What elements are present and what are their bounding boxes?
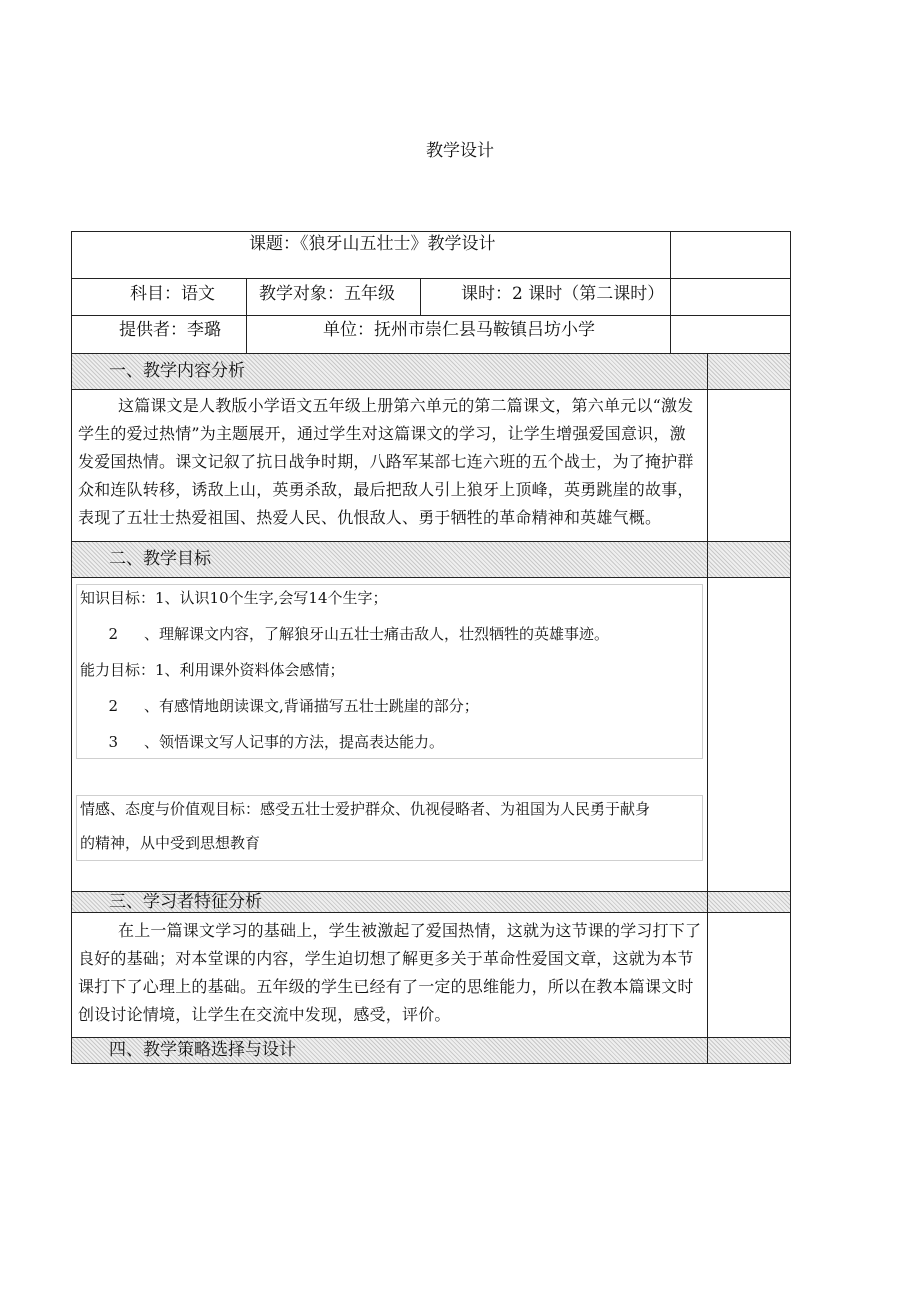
emotion-goal-line-1: 情感、态度与价值观目标：感受五壮士爱护群众、仇视侵略者、为祖国为人民勇于献身 [80, 800, 651, 818]
ability-goal-1: 能力目标：1、利用课外资料体会感情； [80, 661, 345, 679]
goal-text: 、有感情地朗读课文,背诵描写五壮士跳崖的部分； [144, 697, 479, 715]
paragraph-line: 学生的爱过热情”为主题展开，通过学生对这篇课文的学习，让学生增强爱国意识，激 [78, 424, 686, 443]
emotion-goal-line-2: 的精神，从中受到思想教育 [80, 834, 261, 852]
row-divider [71, 577, 790, 578]
header-right-divider [670, 231, 671, 353]
table-border-bottom [71, 1063, 791, 1064]
row-divider [71, 389, 790, 390]
document-title: 教学设计 [426, 141, 494, 161]
row-divider [71, 912, 790, 913]
ability-goal-2 [80, 696, 479, 716]
col-divider [420, 278, 421, 315]
lesson-plan-table [71, 231, 790, 1063]
paragraph-line: 众和连队转移，诱敌上山，英勇杀敌，最后把敌人引上狼牙上顶峰，英勇跳崖的故事， [78, 480, 694, 499]
paragraph-line: 发爱国热情。课文记叙了抗日战争时期，八路军某部七连六班的五个战士，为了掩护群 [78, 452, 694, 471]
row-divider [71, 353, 790, 354]
row-divider [71, 278, 790, 279]
section-heading-learner-analysis: 三、学习者特征分析 [109, 892, 262, 912]
paragraph-line: 课打下了心理上的基础。五年级的学生已经有了一定的思维能力，所以在教本篇课文时 [78, 977, 694, 996]
goal-number: 2 [108, 697, 118, 715]
knowledge-goal-2 [80, 624, 609, 644]
section-heading-content-analysis: 一、教学内容分析 [109, 361, 245, 381]
col-divider [246, 278, 247, 353]
goal-number: 3 [108, 733, 118, 751]
section-heading-strategy: 四、教学策略选择与设计 [109, 1040, 296, 1060]
goal-text: 、领悟课文写人记事的方法，提高表达能力。 [144, 733, 445, 751]
learner-analysis-paragraph [78, 917, 701, 1029]
section-heading-goals: 二、教学目标 [109, 549, 211, 569]
paragraph-line: 良好的基础；对本堂课的内容，学生迫切想了解更多关于革命性爱国文章，这就为本节 [78, 949, 694, 968]
goal-text: 、理解课文内容，了解狼牙山五壮士痛击敌人，壮烈牺牲的英雄事迹。 [144, 625, 610, 643]
knowledge-goal-1: 知识目标：1、认识10个生字,会写14个生字； [80, 589, 388, 607]
body-right-divider [707, 353, 708, 1063]
paragraph-line: 这篇课文是人教版小学语文五年级上册第六单元的第二篇课文，第六单元以“激发 [118, 396, 694, 415]
table-border-top [71, 231, 790, 232]
subject-field: 科目：语文 [130, 284, 215, 304]
content-analysis-paragraph [78, 392, 694, 532]
lesson-title: 课题：《狼牙山五壮士》教学设计 [249, 234, 496, 254]
paragraph-line: 在上一篇课文学习的基础上，学生被激起了爱国热情，这就为这节课的学习打下了 [118, 921, 702, 940]
row-divider [71, 541, 790, 542]
table-border-right [790, 231, 791, 1064]
paragraph-line: 创设讨论情境，让学生在交流中发现，感受，评价。 [78, 1005, 451, 1024]
provider-field: 提供者：李璐 [119, 320, 221, 340]
table-border-left [71, 231, 72, 1064]
hours-field: 课时：2 课时（第二课时） [461, 284, 665, 304]
row-divider [71, 315, 790, 316]
ability-goal-3 [80, 732, 444, 752]
unit-field: 单位：抚州市崇仁县马鞍镇吕坊小学 [323, 320, 595, 340]
goal-number: 2 [108, 625, 118, 643]
audience-field: 教学对象：五年级 [259, 284, 395, 304]
row-divider [71, 1037, 790, 1038]
paragraph-line: 表现了五壮士热爱祖国、热爱人民、仇恨敌人、勇于牺牲的革命精神和英雄气概。 [78, 508, 662, 527]
